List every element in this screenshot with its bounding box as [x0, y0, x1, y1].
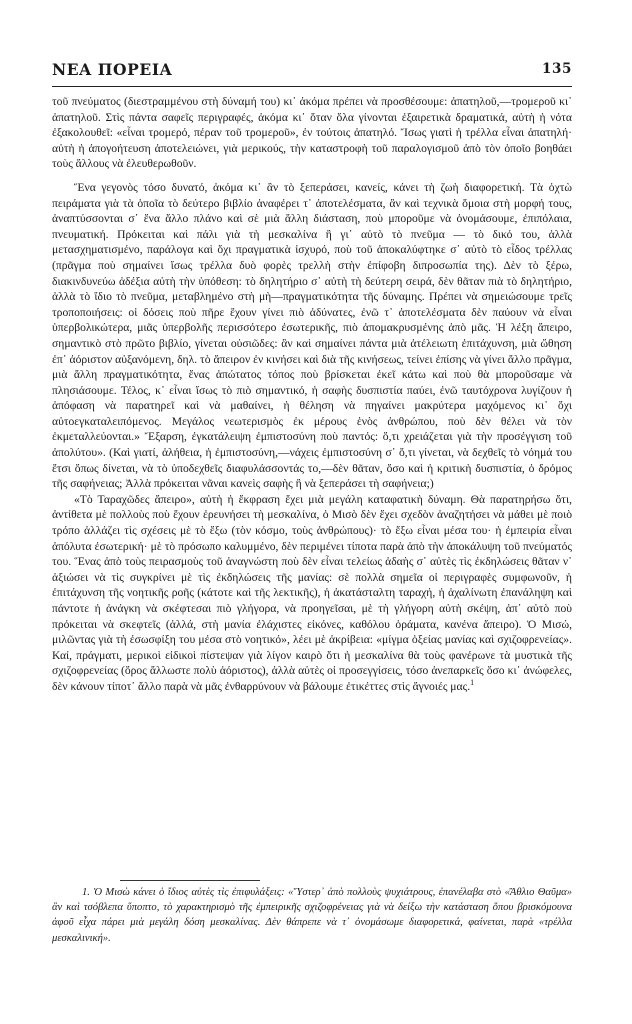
footnote-marker: 1 — [470, 678, 475, 688]
article-body — [52, 94, 572, 695]
journal-title: ΝΕΑ ΠΟΡΕΙΑ — [52, 60, 173, 79]
paragraph: τοῦ πνεύματος (διεστραμμένου στὴ δύναμή του) κι᾿ ἀκόμα πρέπει νὰ προσθέσουμε: ἀπατηλοῦ,—τρομεροῦ κι᾿ ἀπατηλοῦ. Στὶς πάντα σαφεῖς περιγραφές, ἀκόμα κι᾿ ὅταν ὅλα γίνονται ἐξαιρετικὰ δραματικά, αὐτὴ ἡ νότα ἐξακολουθεῖ: «εἶναι τρομερό, πέραν τοῦ τρομεροῦ», ἐν τούτοις ἀπατηλό. Ἴσως γιατὶ ἡ τρέλλα εἶναι ἀπατηλή· αὐτὴ ἡ ἀπογοήτευση ἀποτελειώνει, γιὰ μερικούς, τὴν καταστροφὴ τοῦ παραλογισμοῦ ἀπὸ τὸν ὁποῖο βοηθάει τοὺς ἄλλους νὰ ἐλευθερωθοῦν. — [52, 95, 572, 171]
header-rule — [52, 86, 572, 87]
paragraph-text: «Τὸ Ταραχῶδες ἄπειρο», αὐτὴ ἡ ἔκφραση ἔχει μιὰ μεγάλη καταφατικὴ δύναμη. Θὰ παρατηρήσω ὅτι, ἀντίθετα μὲ πολλοὺς ποὺ ἔχουν ἐρευνήσει τὴ μεσκαλίνα, ὁ Μισὸ δὲν ἔχει σχεδὸν ἀναζητήσει νὰ μάθει μὲ ποιὸ τρόπο ἀλλάζει τὶς σχέσεις μὲ τὸ ἔξω (τὸν κόσμο, τοὺς ἀνθρώπους)· τὸ ἔξω εἶναι μέσα του· ἡ ἐμπειρία εἶναι ἀπόλυτα ἐσωτερική· μὲ τὸ πρόσωπο καλυμμένο, δὲν περιμένει τίποτα παρὰ ἀπὸ τὴν ἀποκάλυψη τοῦ πνεύματός του. Ἕνας ἀπὸ τοὺς πειρασμοὺς τοῦ ἀναγνώστη ποὺ δὲν εἶναι τελείως ἀδαὴς σ᾿ αὐτὲς τὶς ἐκδηλώσεις θᾶταν ν᾿ ἀξιώσει νὰ τὶς συγκρίνει μὲ τὶς ἐκδηλώσεις τῆς μανίας: σὲ πολλὰ σημεῖα οἱ περιγραφὲς συμφωνοῦν, ἡ ἐπιτάχυνση τῆς νοητικῆς ροῆς (κάτοτε καὶ τῆς λεκτικῆς), ἡ ἀκατάσταλτη ταραχή, ἡ ἀχαλίνωτη ἐπανάληψη καὶ πάντοτε ἡ ἀνάγκη νὰ σκέφτεσαι πιὸ γλήγορα, νὰ προηγεῖσαι, μὲ τὴ γλήγορη αὐτὴ σκέψη, ἀπ᾿ αὐτὸ ποὺ πρόκειται νὰ σκεφτεῖς (ἀλλά, στὴ μανία ἐλάχιστες εἰκόνες, καθόλου ὁράματα, κανένα ἄπειρο). Ὁ Μισώ, μιλῶντας γιὰ τὴ ἐσωσφίξη του μέσα στὸ νοητικό», λέει μὲ ἀκρίβεια: «μίγμα ὀξείας μανίας καὶ σχιζοφρενείας». Καί, πράγματι, μερικοὶ εἰδικοὶ πίστεψαν γιὰ λίγον καιρὸ ὅτι ἡ μεσκαλίνα θὰ τοὺς φανέρωνε τὰ μυστικὰ τῆς σχιζοφρενείας (ὅρος ἄλλωστε πολὺ ἀόριστος), ἀλλὰ αὐτὲς οἱ προσεγγίσεις, τόσο ἀνεπαρκεῖς ὅσο κι᾿ ἀνώφελες, δὲν κάνουν τίποτ᾿ ἄλλο παρὰ νὰ μᾶς ἐνθαρρύνουν νὰ βάλουμε ἐτικέττες στὶς ἄγνοιές μας. — [52, 492, 572, 693]
paragraph — [52, 492, 572, 695]
running-head — [52, 60, 572, 82]
footnote: 1. Ὁ Μισὼ κάνει ὁ ἴδιος αὐτὲς τὶς ἐπιφυλάξεις: «Ὕστερ᾿ ἀπὸ πολλοὺς ψυχιάτρους, ἐπανέλαβα στὸ «Ἄθλιο Θαῦμα» ἂν καὶ τσόβλεπα ὕποπτο, τὸ χαρακτηρισμὸ τῆς ἐμπειρικῆς σχιζοφρένειας γιὰ νὰ δείξω τὴν κατάσταση ὅπου βρισκόμουνα ἀφοῦ εἶχα πάρει μιὰ μεγάλη δόση μεσκαλίνας. Δὲν θάπρεπε νὰ τ᾿ ὀνομάσωμε διαφορετικά, φαίνεται, παρὰ «τρέλλα μεσκαλινική». — [52, 887, 572, 944]
footnote-rule — [120, 880, 260, 881]
page-number: 135 — [542, 61, 572, 77]
paragraph: Ἕνα γεγονὸς τόσο δυνατό, ἀκόμα κι᾿ ἂν τὸ ξεπεράσει, κανείς, κάνει τὴ ζωὴ διαφορετική. Τὰ ὀχτὼ πειράματα γιὰ τὰ ὁποῖα τὸ δεύτερο βιβλίο ἀναφέρει τ᾿ ἀποτελέσματα, ἂν καὶ τεχνικὰ ὅμοια στὴ μορφή τους, ἀναπτύσσονται σ᾿ ἕνα ἄλλο πλάνο καὶ σὲ μιὰ ἄλλη διάσταση, ποὺ μποροῦμε νὰ ὀνομάσουμε, ἐπιπόλαια, πνευματική. Πρόκειται καὶ πάλι γιὰ τὴ μεσκαλίνα ἢ γι᾿ αὐτὸ τὸ πνεῦμα — τὸ δικό του, ἀλλὰ μετασχηματισμένο, παράλογα καὶ ὄχι πραγματικὰ ἰσχυρό, ποὺ τοῦ ἀποκαλύφτηκε σ᾿ αὐτὸ τὸ εἶδος τρέλλας (πρᾶγμα ποὺ σημαίνει ἴσως τρέλλα δυὸ φορὲς τρελλὴ στὴν ἐπίφοβη διπροσωπία της). Δὲν τὸ ξέρω, διακινδυνεύω ἁδέξια αὐτὴ τὴν ὑπόθεση: τὸ δηλητήριο σ᾿ αὐτὴ τὴ δεύτερη σειρά, δὲν θᾶταν πιὰ τὸ δηλητήριο, ἀλλὰ τὸ ἴδιο τὸ πνεῦμα, μεταβλημένο στὴ μὴ—πραγματικότητα τῆς δύναμης. Πρέπει νὰ σημειώσουμε τρεῖς τροποποιήσεις: οἱ δόσεις ποὺ πῆρε ἔχουν γίνει πιὸ ἀδύνατες, ἐνῶ τ᾿ ἀποτελέσματα δὲν παύουν νὰ εἶναι ὑπερβολικώτερα, μιᾶς ὑπερβολῆς περισσότερο ἐσωτερικῆς, πιὸ ἀπομακρυσμένης ἀπὸ μᾶς. Ἡ λέξη ἄπειρο, σημαντικὸ στὸ πρῶτο βιβλίο, γίνεται οὐσιῶδες: ἂν καὶ σημαίνει πάντα μιὰ ἀτέλειωτη ἐπιτάχυνση, μιὰ ὤθηση ἐπ᾿ ἀόριστον αὐξανόμενη, δηλ. τὸ ἄπειρον ἐν κινήσει καὶ διὰ τῆς κινήσεως, τείνει ἐπίσης νὰ γίνει ἄλλο πρᾶγμα, μιὰ ἄλλη πραγματικότητα, ἕνας ἀπώτατος τόπος ποὺ βρίσκεται ἐκεῖ κάτω καὶ ποὺ θὰ μποροῦσαμε νὰ πλησιάσουμε. Τέλος, κ᾿ εἶναι ἴσως τὸ πιὸ σημαντικό, ἡ σαφὴς δυσπιστία παύει, ἐνῶ ταυτόχρονα λυγίζουν ἡ ἀπόφαση νὰ παρατηρεῖ καὶ νὰ μαθαίνει, ἡ θέληση νὰ πηγαίνει μακρύτερα μαχόμενος κι᾿ ὄχι αὐτοεγκαταλειπόμενος. Μεγάλος νεωτερισμὸς ἐκ μέρους ἑνὸς ἀνθρώπου, ποὺ δὲν θέλει νὰ τὸν ἐκμεταλλεύονται.» Ἔξαρση, ἐγκατάλειψη ἐμπιστοσύνη ποὺ παντός: ὅ,τι χρειάζεται γιὰ τὴν προσέγγιση τοῦ ἀπολύτου». (Καὶ γιατί, ἀλήθεια, ἡ ἐμπιστοσύνη,—νάχεις ἐμπιστοσύνη σ᾿ ὅ,τι γίνεται, νὰ δεχθεῖς τὸ νόημά του ἔτσι ὅπως δίνεται, νὰ τὸ ὑποδεχθεῖς διαφυλάσσοντάς το,—δὲν θᾶταν, ὅσο καὶ ἡ κριτικὴ δυσπιστία, ὁ δρόμος τῆς σαφήνειας; Ἀλλὰ πρόκειται νᾶναι κανεὶς σαφὴς ἢ νὰ ξεπεράσει τὴ σαφήνεια;) — [52, 180, 572, 491]
